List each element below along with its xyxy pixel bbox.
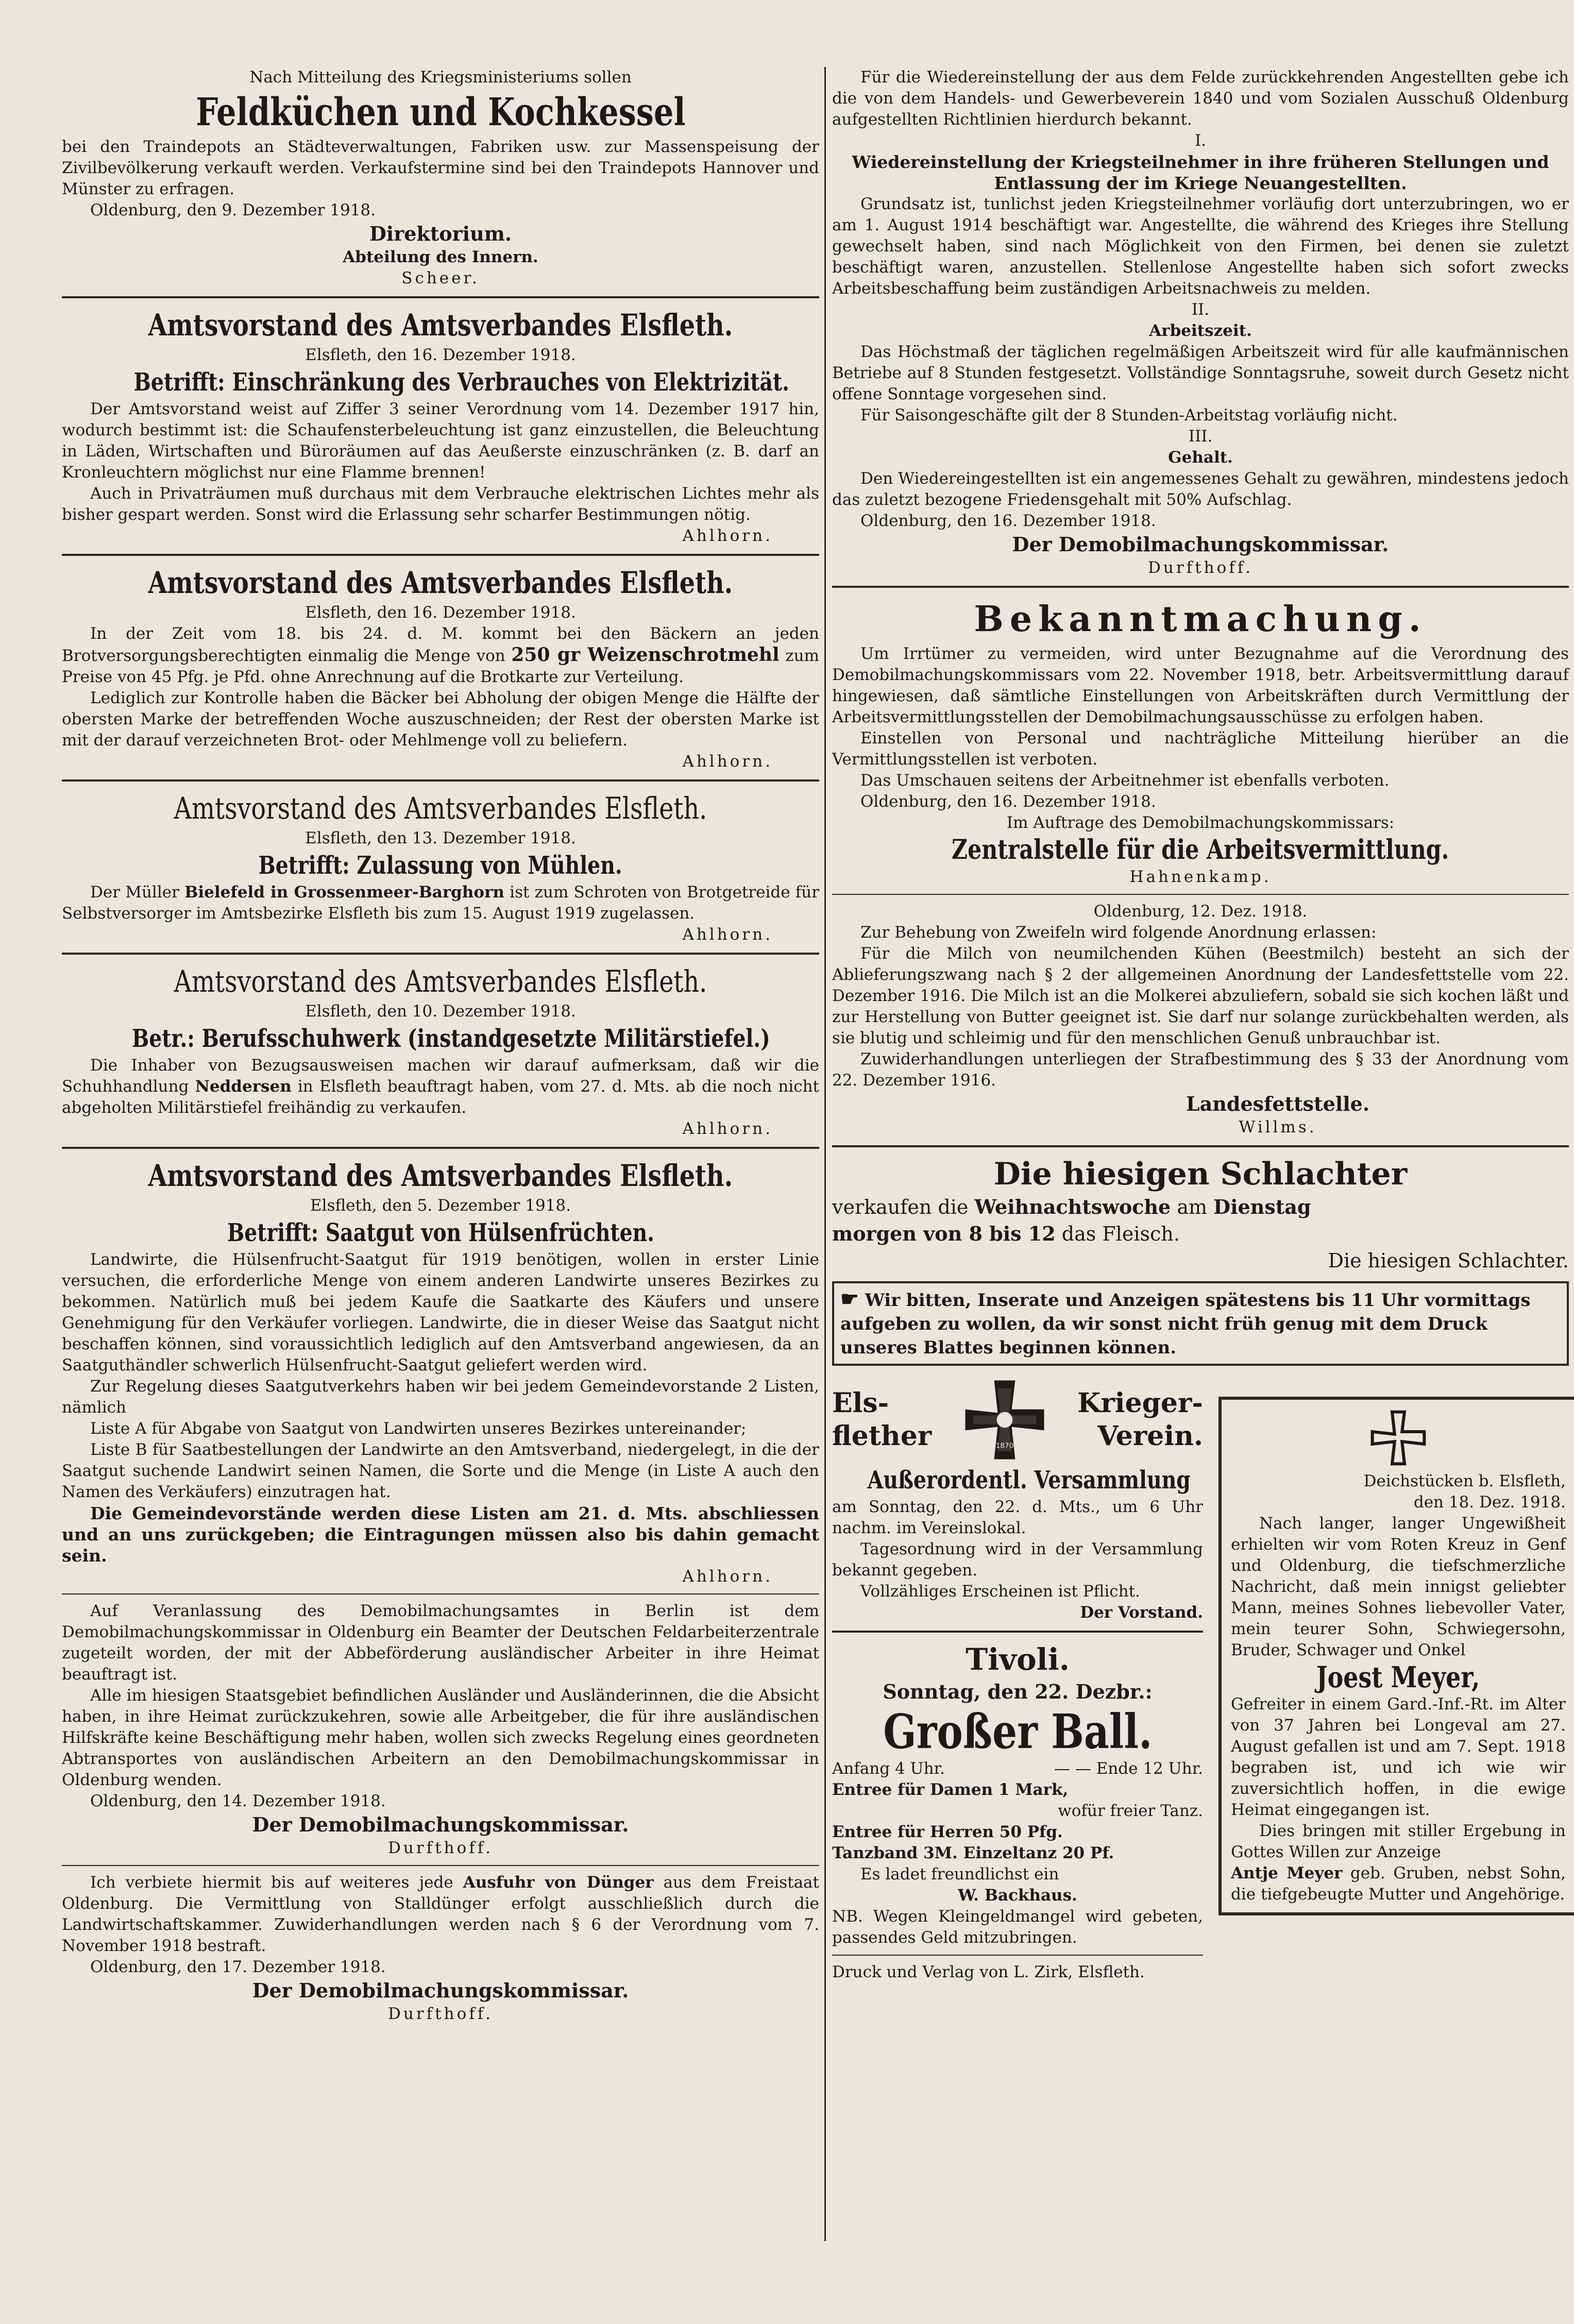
divider bbox=[832, 1955, 1203, 1956]
notice-signature: Direktorium. bbox=[369, 222, 512, 245]
notice-signature-dept: Abteilung des Innern. bbox=[343, 248, 538, 266]
notice-body: Einstellen von Personal und nachträgliche Mitteilung hierüber an die Vermittlungsstellen ist verboten. bbox=[832, 729, 1569, 769]
notice-body: Ich verbiete hiermit bis auf weiteres jede Ausfuhr von Dünger aus dem Freistaat Oldenburg. Die Vermittlung von Stalldünger erfolgt ausschließlich durch die Landwirtschaftskammer. Zuwiderhandlungen werden nach § 6 der Verordnung vom 7. November 1918 bestraft. bbox=[62, 1873, 819, 1955]
notice-signature: Der Demobilmachungskommissar. bbox=[252, 1979, 629, 2002]
ad-line: Entree für Damen 1 Mark, bbox=[832, 1780, 1069, 1799]
obituary-dateline: den 18. Dez. 1918. bbox=[1413, 1493, 1566, 1512]
notice-signature: Ahlhorn. bbox=[682, 1119, 773, 1138]
notice-signature-name: Hahnenkamp. bbox=[1129, 868, 1272, 886]
notice-signature: Zentralstelle für die Arbeitsvermittlung. bbox=[952, 834, 1449, 866]
obituary-body: Dies bringen mit stiller Ergebung in Gottes Willen zur Anzeige bbox=[1231, 1822, 1566, 1861]
ad-signature: Die hiesigen Schlachter. bbox=[1328, 1249, 1569, 1272]
notice-body: Für Saisongeschäfte gilt der 8 Stunden-Arbeitstag vorläufig nicht. bbox=[860, 406, 1398, 425]
ad-body: am Sonntag, den 22. d. Mts., um 6 Uhr nachm. im Vereinslokal. bbox=[832, 1498, 1203, 1537]
notice-signature: Ahlhorn. bbox=[682, 752, 773, 771]
ad-title: Tivoli. bbox=[966, 1642, 1070, 1677]
notice-body: Liste B für Saatbestellungen der Landwirte an den Amtsverband, niedergelegt, in die der Saatgut suchende Landwirt seinen Namen, die Sorte und die Menge (in Liste A auch den Namen des Verkäufers) einzutragen hat. bbox=[62, 1440, 819, 1501]
ad-signature: Der Vorstand. bbox=[1080, 1603, 1203, 1622]
ad-line: wofür freier Tanz. bbox=[1058, 1802, 1203, 1820]
ad-note: NB. Wegen Kleingeldmangel wird gebeten, passendes Geld mitzubringen. bbox=[832, 1907, 1203, 1947]
section-heading: Gehalt. bbox=[1168, 448, 1233, 467]
notice-body: Für die Wiedereinstellung der aus dem Felde zurückkehrenden Angestellten gebe ich die von dem Handels- und Gewerbeverein 1840 und vom Sozialen Ausschuß Oldenburg aufgestellten Richtlinien hierdurch bekannt. bbox=[832, 68, 1569, 129]
notice-body: Zuwiderhandlungen unterliegen der Strafbestimmung des § 33 der Anordnung vom 22. Dezember 1916. bbox=[832, 1050, 1569, 1090]
notice-signature-name: Durfthoff. bbox=[388, 2005, 493, 2023]
divider bbox=[832, 1145, 1569, 1147]
notice-wiedereinstellung bbox=[832, 67, 1569, 579]
section-number: II. bbox=[1191, 300, 1210, 319]
notice-signature: Der Demobilmachungskommissar. bbox=[252, 1813, 629, 1836]
ad-obituary bbox=[1218, 1397, 1574, 1915]
ad-tivoli bbox=[832, 1640, 1203, 1948]
notice-dateline: Oldenburg, den 9. Dezember 1918. bbox=[90, 201, 376, 219]
notice-dateline: Oldenburg, den 14. Dezember 1918. bbox=[90, 1792, 386, 1810]
notice-signature-name: Scheer. bbox=[401, 269, 480, 287]
right-column bbox=[832, 67, 1569, 1981]
notice-body-emphasis: Die Gemeindevorstände werden diese Listen am 21. d. Mts. abschliessen und an uns zurückgeben; die Eintragungen müssen also bis dahin gemacht sein. bbox=[62, 1503, 819, 1566]
divider bbox=[62, 554, 819, 556]
iron-cross-icon bbox=[961, 1376, 1048, 1464]
publisher-notice-text: ☛ Wir bitten, Inserate und Anzeigen spätestens bis 11 Uhr vormittags aufgeben zu wollen, da wir sonst nicht früh genug mit dem Druck unseres Blattes beginnen können. bbox=[840, 1287, 1531, 1358]
notice-dateline: Oldenburg, den 16. Dezember 1918. bbox=[860, 792, 1156, 811]
notice-body: Das Höchstmaß der täglichen regelmäßigen Arbeitszeit wird für alle kaufmännischen Betriebe auf 8 Stunden festgesetzt. Vollständige Sonntagsruhe, soweit durch Gesetz nicht offene Sonntage vorgesehen sind. bbox=[832, 343, 1569, 403]
section-heading: Arbeitszeit. bbox=[1149, 321, 1252, 340]
ad-line: verkaufen die Weihnachtswoche am Dienstag bbox=[832, 1195, 1311, 1218]
notice-dateline: Elsfleth, den 16. Dezember 1918. bbox=[305, 603, 576, 622]
divider bbox=[832, 586, 1569, 588]
notice-body: Liste A für Abgabe von Saatgut von Landwirten unseres Bezirkes untereinander; bbox=[90, 1419, 747, 1438]
ad-headline: Die hiesigen Schlachter bbox=[993, 1156, 1408, 1192]
notice-body: Der Müller Bielefeld in Grossenmeer-Barghorn ist zum Schroten von Brotgetreide für Selbstversorger im Amtsbezirke Elsfleth bis zum 15. August 1919 zugelassen. bbox=[62, 883, 820, 923]
notice-body: Zur Regelung dieses Saatgutverkehrs haben wir bei jedem Gemeindevorstande 2 Listen, nämlich bbox=[62, 1377, 819, 1417]
notice-auslaender bbox=[62, 1601, 819, 1859]
notice-body: Auch in Privaträumen muß durchaus mit dem Verbrauche elektrischen Lichtes mehr als bisher gespart werden. Sonst wird die Erlassung sehr scharfer Bestimmungen nötig. bbox=[62, 484, 819, 524]
pointing-hand-icon: ☛ bbox=[840, 1287, 859, 1311]
ad-body: Vollzähliges Erscheinen ist Pflicht. bbox=[860, 1582, 1140, 1601]
notice-headline: Feldküchen und Kochkessel bbox=[195, 90, 686, 134]
notice-headline: Bekanntmachung. bbox=[974, 599, 1427, 640]
ad-headline: Außerordentl. Versammlung bbox=[867, 1466, 1191, 1495]
notice-feldkuechen bbox=[62, 67, 819, 289]
ad-headline: Großer Ball. bbox=[883, 1704, 1153, 1759]
ad-line: Es ladet freundlichst ein bbox=[860, 1865, 1059, 1884]
imprint: Druck und Verlag von L. Zirk, Elsfleth. bbox=[832, 1963, 1145, 1981]
left-column bbox=[62, 67, 819, 2025]
notice-subject: Betrifft: Einschränkung des Verbrauches von Elektrizität. bbox=[133, 368, 789, 397]
notice-body: Lediglich zur Kontrolle haben die Bäcker bei Abholung der obigen Menge die Hälfte der obersten Marke der betreffenden Woche auszuschneiden; der Rest der obersten Marke ist mit der darauf verzeichneten Brot- oder Mehlmenge voll zu beliefern. bbox=[62, 689, 819, 750]
notice-header: Amtsvorstand des Amtsverbandes Elsfleth. bbox=[174, 791, 707, 826]
notice-dateline: Elsfleth, den 10. Dezember 1918. bbox=[305, 1002, 576, 1021]
ad-line: morgen von 8 bis 12 das Fleisch. bbox=[832, 1222, 1180, 1245]
ad-kriegerverein-right: Krieger- Verein. bbox=[1077, 1387, 1203, 1452]
notice-auftrag: Im Auftrage des Demobilmachungskommissars: bbox=[1006, 813, 1395, 832]
ad-kriegerverein-header bbox=[832, 1376, 1203, 1464]
notice-header: Amtsvorstand des Amtsverbandes Elsfleth. bbox=[148, 565, 733, 600]
notice-header: Amtsvorstand des Amtsverbandes Elsfleth. bbox=[174, 964, 707, 999]
notice-duenger bbox=[62, 1872, 819, 2025]
ad-line: Entree für Herren 50 Pfg. bbox=[832, 1823, 1063, 1841]
notice-dateline: Oldenburg, den 16. Dezember 1918. bbox=[860, 512, 1156, 530]
iron-cross-icon bbox=[1231, 1407, 1566, 1471]
divider bbox=[832, 894, 1569, 895]
notice-body: Der Amtsvorstand weist auf Ziffer 3 seiner Verordnung vom 14. Dezember 1917 hin, wodurch bestimmt ist: die Schaufensterbeleuchtung ist ganz einzustellen, die Beleuchtung in Läden, Wirtschaften und Büroräumen auf das Aeußerste einzuschränken (z. B. darf an Kronleuchtern möglichst nur eine Flamme brennen! bbox=[62, 400, 819, 482]
notice-bekanntmachung bbox=[832, 595, 1569, 888]
divider bbox=[62, 296, 819, 298]
notice-weizenschrotmehl bbox=[62, 563, 819, 772]
divider bbox=[62, 953, 819, 955]
ad-date: Sonntag, den 22. Dezbr.: bbox=[883, 1680, 1153, 1703]
section-heading: Wiedereinstellung der Kriegsteilnehmer in ihre früheren Stellungen und Entlassung der im Kriege Neuangestellten. bbox=[852, 152, 1549, 193]
notice-signature-name: Willms. bbox=[1239, 1118, 1317, 1136]
notice-signature: Landesfettstelle. bbox=[1186, 1092, 1370, 1115]
notice-signature-name: Durfthoff. bbox=[388, 1839, 493, 1857]
notice-subject: Betrifft: Saatgut von Hülsenfrüchten. bbox=[227, 1218, 654, 1247]
notice-body: Für die Milch von neumilchenden Kühen (Beestmilch) besteht an sich der Ablieferungszwang nach § 2 der allgemeinen Anordnung der Landesfettstelle vom 22. Dezember 1916. Die Milch ist an die Molkerei abzuliefern, sobald sie sich kochen läßt und zur Herstellung von Butter geeignet ist. Sie darf nur solange zurückbehalten werden, als sie blutig und schleimig und für den menschlichen Genuß unbrauchbar ist. bbox=[832, 944, 1569, 1047]
obituary-body: Gefreiter in einem Gard.-Inf.-Rt. im Alter von 37 Jahren bei Longeval am 27. August gefallen ist und am 7. Sept. 1918 begraben ist, und ich wie wir zuversichtlich hoffen, in die ewige Heimat eingegangen ist. bbox=[1231, 1695, 1566, 1819]
notice-body: bei den Traindepots an Städteverwaltungen, Fabriken usw. zur Massenspeisung der Zivilbevölkerung verkauft werden. Verkaufstermine sind bei den Traindepots Hannover und Münster zu erfragen. bbox=[62, 138, 819, 198]
svg-text:1870: 1870 bbox=[995, 1441, 1013, 1450]
ad-line: Anfang 4 Uhr. — — Ende 12 Uhr. bbox=[832, 1759, 1203, 1778]
notice-intro: Nach Mitteilung des Kriegsministeriums sollen bbox=[249, 68, 632, 87]
notice-subject: Betrifft: Zulassung von Mühlen. bbox=[258, 851, 623, 880]
notice-muehlen bbox=[62, 789, 819, 945]
notice-body: Um Irrtümer zu vermeiden, wird unter Bezugnahme auf die Verordnung des Demobilmachungskommissars vom 22. November 1918, betr. Arbeitsvermittlung darauf hingewiesen, daß sämtliche Einstellungen von Arbeitskräften durch Vermittlung der Arbeitsvermittlungsstellen der Demobilmachungsausschüsse zu erfolgen haben. bbox=[832, 644, 1569, 726]
notice-signature: Ahlhorn. bbox=[682, 1567, 773, 1586]
divider bbox=[832, 1631, 1203, 1633]
ad-kriegerverein bbox=[832, 1376, 1203, 1983]
notice-body: Den Wiedereingestellten ist ein angemessenes Gehalt zu gewähren, mindestens jedoch das zuletzt bezogene Friedensgehalt mit 50% Aufschlag. bbox=[832, 469, 1569, 509]
obituary-body: Nach langer, langer Ungewißheit erhielten wir vom Roten Kreuz in Genf und Oldenburg, die tiefschmerzliche Nachricht, daß mein innigst geliebter Mann, meines Sohnes liebevoller Vater, mein teurer Sohn, Schwiegersohn, Bruder, Schwager und Onkel bbox=[1231, 1514, 1566, 1659]
notice-header: Amtsvorstand des Amtsverbandes Elsfleth. bbox=[148, 1158, 733, 1193]
ad-schlachter bbox=[832, 1155, 1569, 1274]
divider bbox=[62, 1593, 819, 1594]
notice-body: Auf Veranlassung des Demobilmachungsamtes in Berlin ist dem Demobilmachungskommissar in Oldenburg ein Beamter der Deutschen Feldarbeiterzentrale zugeteilt worden, der mit der Abbeförderung ausländischer Arbeiter in ihre Heimat beauftragt ist. bbox=[62, 1602, 819, 1684]
notice-signature-name: Durfthoff. bbox=[1148, 558, 1253, 577]
publisher-notice bbox=[832, 1281, 1569, 1366]
section-number: I. bbox=[1194, 131, 1207, 150]
notice-elektrizitaet bbox=[62, 306, 819, 547]
notice-signature: Ahlhorn. bbox=[682, 527, 773, 545]
ad-kriegerverein-left: Els- flether bbox=[832, 1387, 932, 1452]
notice-body: Zur Behebung von Zweifeln wird folgende Anordnung erlassen: bbox=[860, 923, 1377, 942]
notice-saatgut bbox=[62, 1156, 819, 1587]
obituary-name: Joest Meyer, bbox=[1316, 1660, 1480, 1694]
notice-signature: Der Demobilmachungskommissar. bbox=[1012, 533, 1389, 556]
section-number: III. bbox=[1188, 427, 1213, 446]
ad-body: Tagesordnung wird in der Versammlung bekannt gegeben. bbox=[832, 1540, 1203, 1580]
column-divider bbox=[824, 67, 826, 2241]
notice-body: Landwirte, die Hülsenfrucht-Saatgut für 1919 benötigen, wollen in erster Linie versuchen, die erforderliche Menge von einem anderen Landwirte unseres Bezirkes zu bekommen. Natürlich muß bei jedem Kaufe die Saatkarte des Käufers und unsere Genehmigung für den Verkäufer vorliegen. Landwirte, die in dieser Weise das Saatgut nicht beschaffen können, sind voraussichtlich lediglich auf den Amtsverband angewiesen, da an Saatguthändler schwerlich Hülsenfrucht-Saatgut geliefert werden wird. bbox=[62, 1250, 819, 1375]
notice-body: Alle im hiesigen Staatsgebiet befindlichen Ausländer und Ausländerinnen, die die Absicht haben, in ihre Heimat zurückzukehren, sowie alle Arbeitgeber, die für ihre ausländischen Hilfskräfte keine Beschäftigung mehr haben, wollen sich zwecks Regelung eines geordneten Abtransportes von ausländischen Arbeitern an den Demobilmachungskommissar in Oldenburg wenden. bbox=[62, 1686, 819, 1789]
notice-dateline: Elsfleth, den 13. Dezember 1918. bbox=[305, 829, 576, 847]
ad-line: Tanzband 3M. Einzeltanz 20 Pf. bbox=[832, 1844, 1114, 1862]
divider bbox=[62, 779, 819, 782]
notice-berufsschuhwerk bbox=[62, 962, 819, 1140]
notice-dateline: Elsfleth, den 5. Dezember 1918. bbox=[310, 1196, 571, 1215]
ad-signature: W. Backhaus. bbox=[958, 1886, 1077, 1905]
obituary-dateline: Deichstücken b. Elsfleth, bbox=[1363, 1472, 1566, 1490]
notice-body: Die Inhaber von Bezugsausweisen machen wir darauf aufmerksam, daß wir die Schuhhandlung Neddersen in Elsfleth beauftragt haben, vom 27. d. Mts. ab die noch nicht abgeholten Militärstiefel freihändig zu verkaufen. bbox=[62, 1056, 819, 1117]
notice-body: In der Zeit vom 18. bis 24. d. M. kommt bei den Bäckern an jeden Brotversorgungsberechtigten einmalig die Menge von 250 gr Weizenschrotmehl zum Preise von 45 Pfg. je Pfd. ohne Anrechnung auf die Brotkarte zur Verteilung. bbox=[62, 624, 819, 686]
notice-body: Das Umschauen seitens der Arbeitnehmer ist ebenfalls verboten. bbox=[860, 771, 1390, 790]
obituary-signature: Antje Meyer geb. Gruben, nebst Sohn, die tiefgebeugte Mutter und Angehörige. bbox=[1231, 1864, 1566, 1904]
notice-dateline: Oldenburg, 12. Dez. 1918. bbox=[1093, 902, 1308, 921]
notice-dateline: Elsfleth, den 16. Dezember 1918. bbox=[305, 346, 576, 364]
notice-header: Amtsvorstand des Amtsverbandes Elsfleth. bbox=[148, 308, 733, 343]
bottom-ads bbox=[832, 1376, 1569, 1981]
notice-beestmilch bbox=[832, 901, 1569, 1138]
divider bbox=[62, 1865, 819, 1866]
notice-dateline: Oldenburg, den 17. Dezember 1918. bbox=[90, 1958, 386, 1976]
notice-body: Grundsatz ist, tunlichst jeden Kriegsteilnehmer vorläufig dort unterzubringen, wo er am 1. August 1914 beschäftigt war. Angestellte, die während des Krieges ihre Stellung gewechselt haben, sind nach Möglichkeit von den Firmen, bei denen sie zuletzt beschäftigt waren, anzustellen. Stellenlose Angestellte haben sich sofort zwecks Arbeitsbeschaffung beim zuständigen Arbeitsnachweis zu melden. bbox=[832, 195, 1569, 298]
notice-signature: Ahlhorn. bbox=[682, 925, 773, 944]
divider bbox=[62, 1147, 819, 1149]
notice-subject: Betr.: Berufsschuhwerk (instandgesetzte Militärstiefel.) bbox=[131, 1024, 770, 1053]
